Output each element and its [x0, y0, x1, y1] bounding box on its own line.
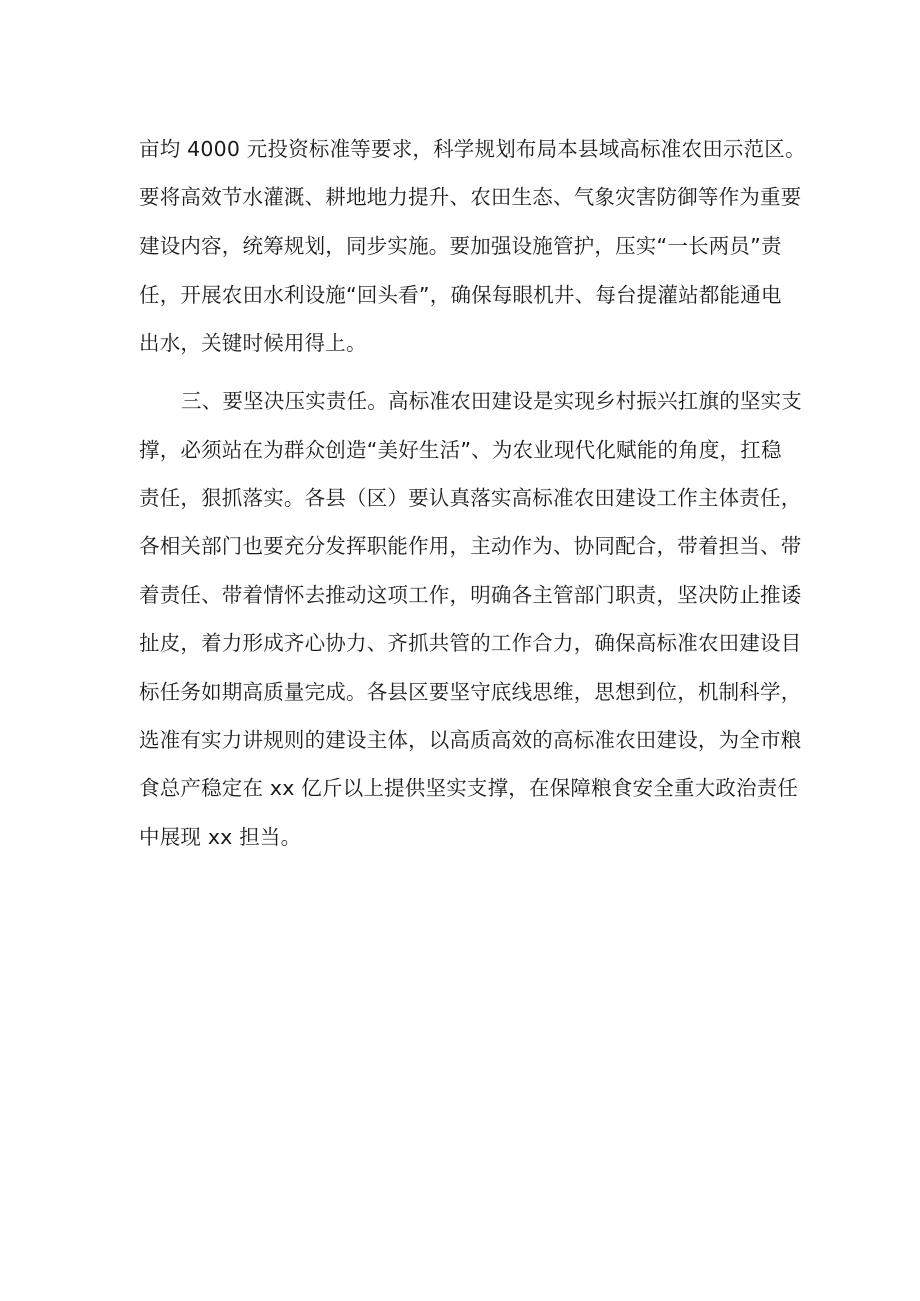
paragraph-line: 责任，狠抓落实。各县（区）要认真落实高标准农田建设工作主体责任，	[139, 486, 802, 510]
paragraph-line: 要将高效节水灌溉、耕地地力提升、农田生态、气象灾害防御等作为重要	[139, 185, 802, 209]
paragraph-line: 三、要坚决压实责任。高标准农田建设是实现乡村振兴扛旗的坚实支	[181, 389, 802, 413]
paragraph-line: 各相关部门也要充分发挥职能作用，主动作为、协同配合，带着担当、带	[139, 534, 802, 558]
paragraph-line: 任，开展农田水利设施“回头看”，确保每眼机井、每台提灌站都能通电	[139, 283, 782, 307]
paragraph-line: 标任务如期高质量完成。各县区要坚守底线思维，思想到位，机制科学，	[139, 680, 802, 704]
paragraph-line: 建设内容，统筹规划，同步实施。要加强设施管护，压实“一长两员”责	[139, 234, 782, 258]
paragraph-line: 扯皮，着力形成齐心协力、齐抓共管的工作合力，确保高标准农田建设目	[139, 631, 802, 655]
paragraph-line: 选准有实力讲规则的建设主体，以高质高效的高标准农田建设，为全市粮	[139, 728, 802, 752]
paragraph-line: 食总产稳定在 xx 亿斤以上提供坚实支撑，在保障粮食安全重大政治责任	[139, 776, 799, 800]
paragraph-line: 着责任、带着情怀去推动这项工作，明确各主管部门职责，坚决防止推诿	[139, 583, 802, 607]
paragraph-line: 出水，关键时候用得上。	[139, 331, 367, 355]
paragraph-line: 撑，必须站在为群众创造“美好生活”、为农业现代化赋能的角度，扛稳	[139, 438, 782, 462]
paragraph-line: 亩均 4000 元投资标准等要求，科学规划布局本县域高标准农田示范区。	[139, 137, 806, 161]
paragraph-line: 中展现 xx 担当。	[139, 825, 302, 849]
